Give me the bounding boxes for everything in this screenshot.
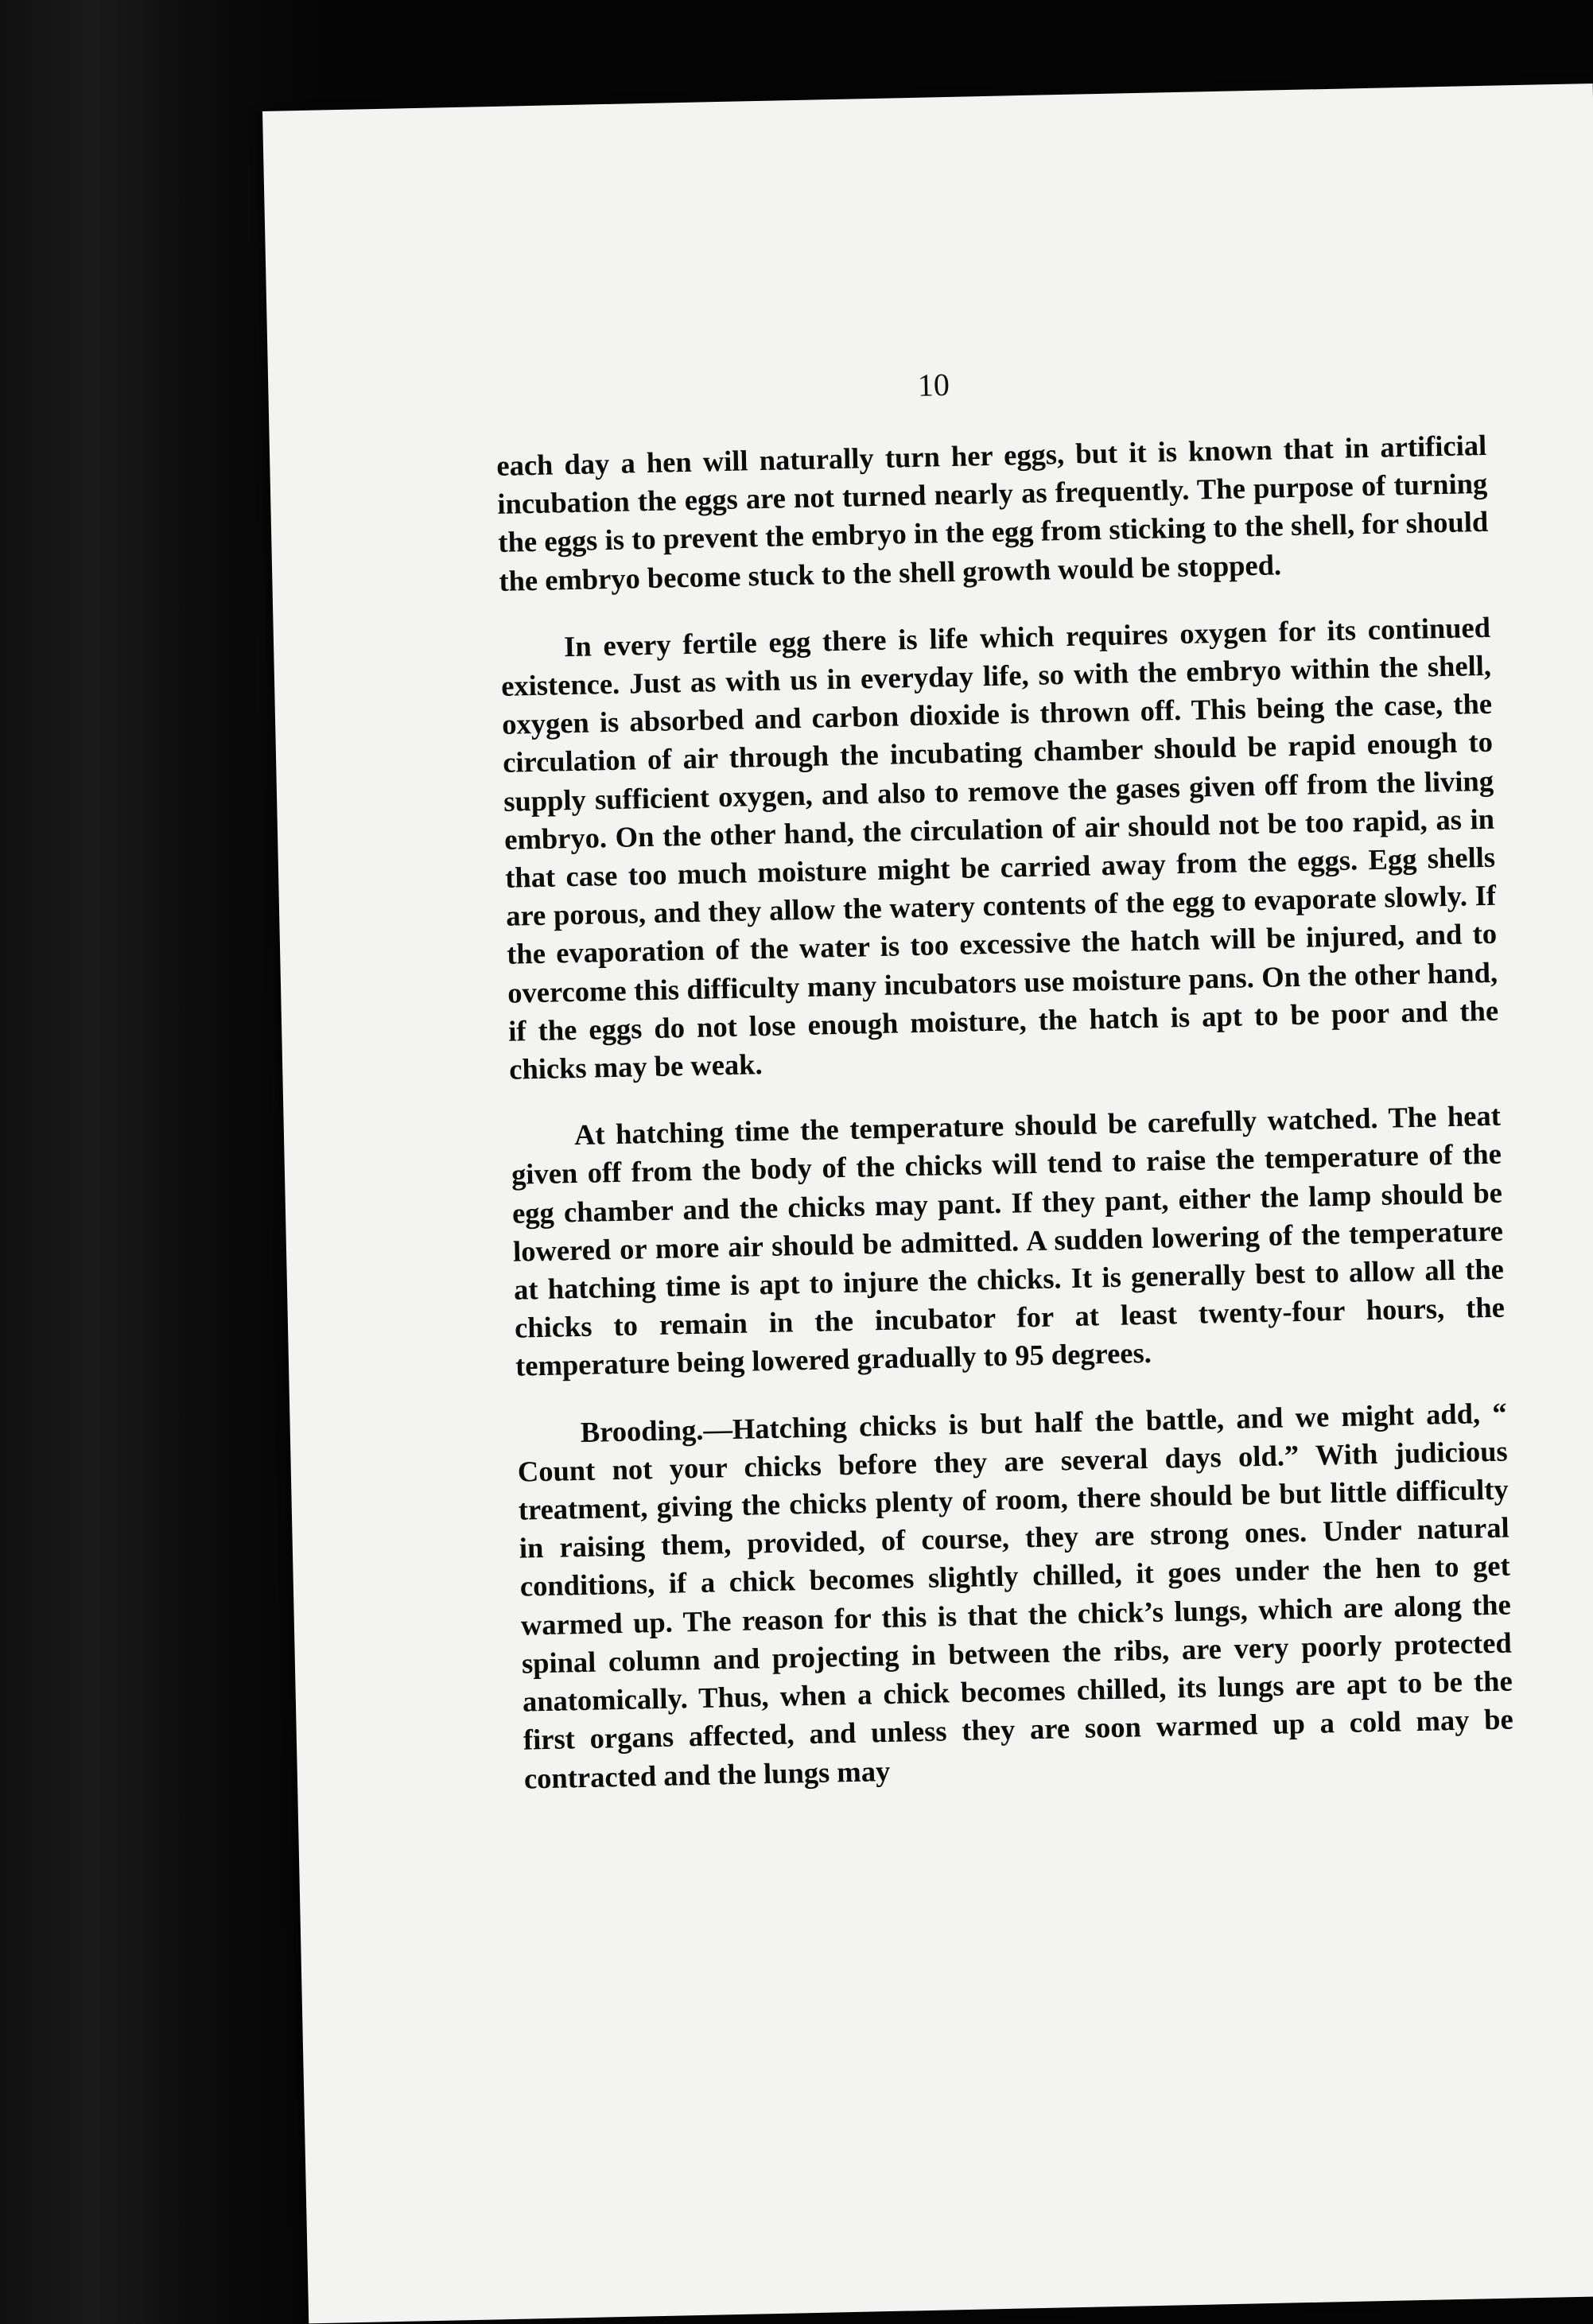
body-text xyxy=(496,426,1515,1826)
paragraph-continued: each day a hen will naturally turn her eggs, but it is known that in artificial incubation the eggs are not turned nearly as frequently. The purpose of turning the eggs is to prevent the embryo in the egg from sticking to the shell, for should the embryo become stuck to the shell growth would be stopped. xyxy=(495,428,1489,597)
paragraph-hatching-time: At hatching time the temperature should be carefully watched. The heat given off from the body of the chicks will tend to raise the temperature of the egg chamber and the chicks may pant. If they pant, either the lamp should be lowered or more air should be admitted. A sudden lowering of the temperature at hatching time is apt to injure the chicks. It is generally best to allow all the chicks to remain in the incubator for at least twenty-four hours, the temperature being lowered gradually to 95 degrees. xyxy=(511,1098,1506,1383)
paragraph-brooding: Brooding.—Hatching chicks is but half the battle, and we might add, “ Count not your chicks before they are several days old.” With judicious treatment, giving the chicks plenty of room, there should be but little difficulty in raising them, provided, of course, they are strong ones. Under natural conditions, if a chick becomes slightly chilled, it goes under the hen to get warmed up. The reason for this is that the chick’s lungs, which are along the spinal column and projecting in between the ribs, are very poorly protected anatomically. Thus, when a chick becomes chilled, its lungs are apt to be the first organs affected, and unless they are soon warmed up a cold may be contracted and the lungs may xyxy=(517,1396,1514,1795)
paragraph-oxygen: In every fertile egg there is life which requires oxygen for its continued existence. Just as with us in everyday life, so with the embryo within the shell, oxygen is absorbed and carbon dioxide is thrown off. This being the case, the circulation of air through the incubating chamber should be rapid enough to supply sufficient oxygen, and also to remove the gases given off from the living embryo. On the other hand, the circulation of air should not be too rapid, as in that case too much moisture might be carried away from the eggs. Egg shells are porous, and they allow the watery contents of the egg to evaporate slowly. If the evaporation of the water is too excessive the hatch will be injured, and to overcome this difficulty many incubators use moisture pans. On the other hand, if the eggs do not lose enough moisture, the hatch is apt to be poor and the chicks may be weak. xyxy=(500,610,1499,1086)
page-number: 10 xyxy=(917,366,950,403)
book-page xyxy=(262,84,1593,2323)
